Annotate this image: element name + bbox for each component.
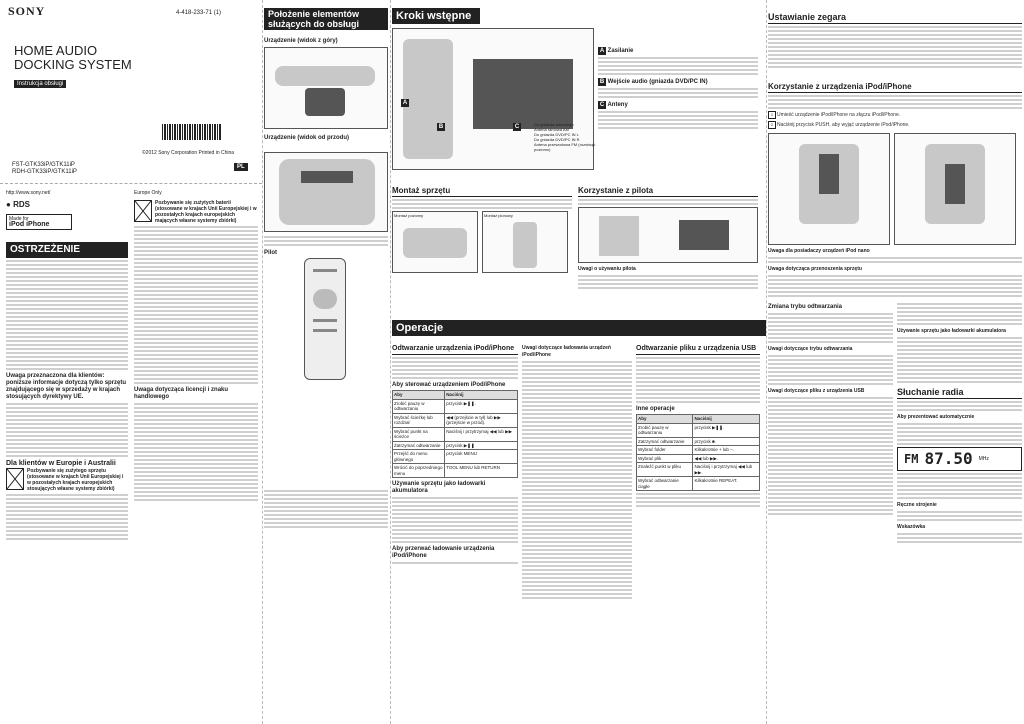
document-title [14, 44, 132, 72]
top-view-diagram [264, 47, 388, 129]
table-header: Aby [393, 391, 445, 400]
table-row [393, 413, 518, 427]
radio-frequency: 87.50 [924, 449, 973, 468]
playmode-text [768, 313, 893, 343]
usb-charge-text [897, 337, 1022, 383]
radio-heading: Słuchanie radia [897, 387, 1022, 399]
table-row [393, 441, 518, 450]
ipod-use-text [768, 95, 1022, 109]
table-cell: przycisk MENU [445, 450, 518, 464]
battery-disposal-text [134, 226, 258, 384]
remote-heading: Korzystanie z pilota [578, 186, 758, 197]
table-cell: Naciśnij i przytrzymaj ◀◀ lub ▶▶ [445, 427, 518, 441]
controls-heading: Położenie elementów służących do obsługi [264, 8, 388, 30]
radio-unit: MHz [978, 456, 989, 462]
vertical-mount-diagram [482, 211, 568, 273]
title-line-1: HOME AUDIO [14, 43, 98, 58]
moving-note-text [768, 275, 1022, 297]
eu-notice-heading: Uwaga przeznaczona dla klientów: poniższe informacje dotyczą tylko sprzętu znajdującego się w sprzedaży w krajach stosujących dyrektywy UE. [6, 373, 127, 400]
preset-text [897, 423, 1022, 445]
warning-text [6, 260, 128, 370]
repeat-notes-heading: Uwagi dotyczące trybu odtwarzania [768, 346, 853, 352]
legend-item: Antena ramowa AM [534, 127, 569, 132]
preset-heading: Aby prezentować automatycznie [897, 414, 975, 420]
usb-controls-table [636, 414, 760, 491]
legend-item: Antena przewodowa FM (rozwinąć poziomo) [534, 142, 596, 152]
ipod-nano-note-heading: Uwaga dla posiadaczy urządzeń iPod nano [768, 248, 870, 254]
remote-notes [264, 490, 388, 528]
europe-only-label: Europe Only [134, 190, 162, 196]
table-cell: Zatrzymać odtwarzanie [393, 441, 445, 450]
top-view-label: Urządzenie (widok z góry) [264, 38, 338, 44]
country-code: PL [234, 163, 248, 171]
charge-text [392, 497, 518, 543]
charge-stop-heading: Aby przerwać ładowanie urządzenia iPod/iPhone [392, 546, 495, 559]
ipod-playback-steps [392, 357, 518, 379]
license-column [134, 190, 258, 503]
table-cell: przycisk ■. [693, 437, 760, 446]
table-cell: przycisk ▶❚❚ [445, 441, 518, 450]
table-row [637, 463, 760, 477]
table-cell: Kilkakrotnie REPEAT. [693, 477, 760, 491]
title-line-2: DOCKING SYSTEM [14, 57, 132, 72]
front-view-label: Urządzenie (widok od przodu) [264, 135, 349, 141]
table-cell: Kilkakrotnie + lub –. [693, 446, 760, 455]
disposal-heading: Pozbywanie się zużytego sprzętu (stosowane w krajach Unii Europejskiej i w pozostałych krajach europejskich stosujących własne systemy zbiórki) [27, 468, 124, 492]
ipod-use-step-2-text: Naciśnij przycisk PUSH, aby wyjąć urządzenie iPod/iPhone. [777, 122, 910, 128]
made-for-ipod-badge [6, 214, 72, 230]
battery-notes-text [578, 275, 758, 289]
battery-disposal-heading: Pozbywanie się zużytych baterii (stosowane w krajach Unii Europejskiej i w pozostałych krajach europejskich mających własne systemy zbiórki) [155, 200, 257, 224]
usb-charge-heading: Używanie sprzętu jako ładowarki akumulatora [897, 328, 1006, 334]
models-line-1: FST-GTK33iP/GTK11iP [12, 162, 75, 168]
table-cell: Przejść do menu głównego [393, 450, 445, 464]
marker-a: A [402, 100, 408, 106]
rds-label: RDS [13, 200, 30, 209]
audio-in-heading: B Wejście audio (gniazda DVD/PC IN) [599, 79, 708, 85]
audio-in-title: Wejście audio (gniazda DVD/PC IN) [607, 79, 708, 85]
ipod-notes-text [522, 361, 632, 599]
legend-item: Do gniazda ściennego [534, 122, 574, 127]
table-cell: Wybrać ścieżkę lub rozdział [393, 413, 445, 427]
radio-steps [897, 401, 1022, 411]
ipod-insert-diagram [768, 133, 890, 245]
usb-heading: Odtwarzanie pliku z urządzenia USB [636, 344, 760, 355]
models [12, 162, 77, 176]
usb-file-notes-text [768, 397, 893, 515]
rds-logo: ● RDS [6, 200, 30, 209]
operations-heading: Operacje [392, 320, 766, 336]
horizontal-mount-label: Montaż poziomy [394, 213, 424, 218]
mounting-text [392, 199, 572, 209]
table-cell: Wybrać odtwarzanie ciągłe [637, 477, 693, 491]
mounting-heading: Montaż sprzętu [392, 186, 572, 197]
front-view-note [264, 236, 388, 246]
horizontal-mount-diagram [392, 211, 478, 273]
ipod-notes-section [522, 342, 632, 601]
ipod-remove-diagram [894, 133, 1016, 245]
table-row [637, 437, 760, 446]
remote-diagram [304, 258, 346, 380]
table-cell: przycisk ▶❚❚. [693, 423, 760, 437]
remote-section [578, 182, 758, 291]
ipod-use-step-1-text: Umieść urządzenie iPod/iPhone na złączu iPod/iPhone. [777, 112, 901, 118]
charge-heading: Używanie sprzętu jako ładowarki akumulatora [392, 481, 486, 494]
battery-bin-icon [134, 200, 152, 222]
table-cell: Wybrać plik [637, 454, 693, 463]
antenna-text [598, 111, 758, 129]
getting-started-panel [392, 0, 764, 724]
table-cell: Zatrzymać odtwarzanie [637, 437, 693, 446]
usb-footnotes [636, 493, 760, 507]
radio-text [897, 473, 1022, 499]
setup-steps [598, 44, 758, 131]
models-line-2: RDH-GTK33iP/GTK11iP [12, 169, 77, 175]
vertical-mount-label: Montaż pionowy [484, 213, 513, 218]
table-row [393, 450, 518, 464]
usb-text [636, 357, 760, 403]
manual-tuning-heading: Ręczne strojenie [897, 502, 937, 508]
table-cell: Zrobić pauzę w odtwarzaniu [393, 399, 445, 413]
antenna-title: Anteny [607, 102, 628, 108]
license-heading: Uwaga dotycząca licencji i znaku handlowego [134, 387, 229, 400]
table-header: Naciśnij [693, 415, 760, 424]
table-cell: Naciśnij i przytrzymaj ◀◀ lub ▶▶. [693, 463, 760, 477]
power-text [598, 57, 758, 75]
table-cell: Zrobić pauzę w odtwarzaniu [637, 423, 693, 437]
disposal-text [6, 494, 128, 540]
power-heading: A Zasilanie [599, 48, 634, 54]
battery-notes-heading: Uwagi o używaniu pilota [578, 266, 636, 272]
ipod-iphone-label: iPod iPhone [9, 221, 50, 228]
table-cell: Wybrać folder [637, 446, 693, 455]
table-cell: Znaleźć punkt w pliku [637, 463, 693, 477]
connection-legend [534, 122, 596, 152]
table-row [637, 477, 760, 491]
front-view-diagram [264, 152, 388, 232]
cover-panel [0, 0, 262, 724]
license-text [134, 403, 258, 501]
radio-display [897, 447, 1022, 471]
barcode [162, 124, 222, 140]
charge-stop-text [392, 562, 518, 564]
marker-b: B [438, 124, 444, 130]
clock-heading: Ustawianie zegara [768, 12, 1022, 24]
ipod-use-heading: Korzystanie z urządzenia iPod/iPhone [768, 82, 1022, 93]
table-row [393, 399, 518, 413]
table-cell: TOOL MENU lub RETURN [445, 464, 518, 478]
controls-panel [264, 0, 388, 724]
clock-panel [768, 0, 1022, 724]
table-cell: Wrócić do poprzedniego menu [393, 464, 445, 478]
table-row [637, 454, 760, 463]
eu-customers-heading: Dla klientów w Europie i Australii [6, 460, 116, 467]
manual-tuning-text [897, 511, 1022, 521]
getting-started-heading: Kroki wstępne [392, 8, 480, 24]
usb-file-notes-heading: Uwagi dotyczące pliku z urządzenia USB [768, 388, 865, 394]
ipod-use-step-2: 2 Naciśnij przycisk PUSH, aby wyjąć urządzenie iPod/iPhone. [768, 121, 1022, 129]
table-row [393, 464, 518, 478]
power-title: Zasilanie [607, 48, 634, 54]
ipod-nano-note-text [768, 257, 1022, 263]
radio-band: FM [904, 452, 919, 466]
doc-number: 4-418-233-71 (1) [176, 10, 222, 16]
legend-item: Do gniazda DVD/PC IN L [534, 132, 579, 137]
legend-item: Do gniazda DVD/PC IN R [534, 137, 580, 142]
table-cell: przycisk ▶❚❚. [445, 399, 518, 413]
table-cell: ◀◀ (przejście w tył) lub ▶▶ (przejście w przód). [445, 413, 518, 427]
recycle-bin-icon [6, 468, 24, 490]
antenna-heading: C Anteny [599, 102, 628, 108]
eu-notice-text [6, 403, 128, 457]
battery-diagram [578, 207, 758, 263]
table-header: Aby [637, 415, 693, 424]
ipod-controls-table [392, 390, 518, 478]
table-row [637, 423, 760, 437]
table-cell: Wybrać punkt na ścieżce [393, 427, 445, 441]
clock-note [768, 54, 1022, 68]
usb-ops-heading: Inne operacje [636, 406, 675, 412]
copyright: ©2012 Sony Corporation Printed in China [142, 150, 235, 156]
ipod-controls-heading: Aby sterować urządzeniem iPod/iPhone [392, 382, 506, 388]
remote-text [578, 199, 758, 205]
warning-heading: OSTRZEŻENIE [6, 242, 128, 258]
subtitle-badge: Instrukcja obsługi [14, 80, 66, 88]
warnings-column [6, 190, 128, 542]
ipod-use-step-1: 1 Umieść urządzenie iPod/iPhone na złączu iPod/iPhone. [768, 111, 1022, 119]
moving-note-heading: Uwaga dotycząca przenoszenia sprzętu [768, 266, 862, 272]
tip-text [897, 533, 1022, 543]
ipod-playback-section [392, 340, 518, 566]
playmode-heading: Zmiana trybu odtwarzania [768, 304, 843, 310]
mounting-section [392, 182, 572, 273]
ipod-playback-heading: Odtwarzanie urządzenia iPod/iPhone [392, 344, 518, 355]
format-list [897, 303, 1022, 325]
brand-logo: SONY [8, 4, 46, 18]
website: http://www.sony.net/ [6, 190, 51, 196]
remote-label: Pilot [264, 250, 277, 256]
marker-c: C [514, 124, 520, 130]
repeat-notes-text [768, 355, 893, 385]
made-for-label: Made for [9, 216, 29, 222]
audio-in-text [598, 88, 758, 98]
table-header: Naciśnij [445, 391, 518, 400]
usb-section [636, 340, 760, 509]
table-row [393, 427, 518, 441]
table-cell: ◀◀ lub ▶▶. [693, 454, 760, 463]
tip-heading: Wskazówka [897, 524, 926, 530]
table-row [637, 446, 760, 455]
ipod-notes-heading: Uwagi dotyczące ładowania urządzeń iPod/iPhone [522, 345, 611, 358]
clock-steps [768, 26, 1022, 52]
